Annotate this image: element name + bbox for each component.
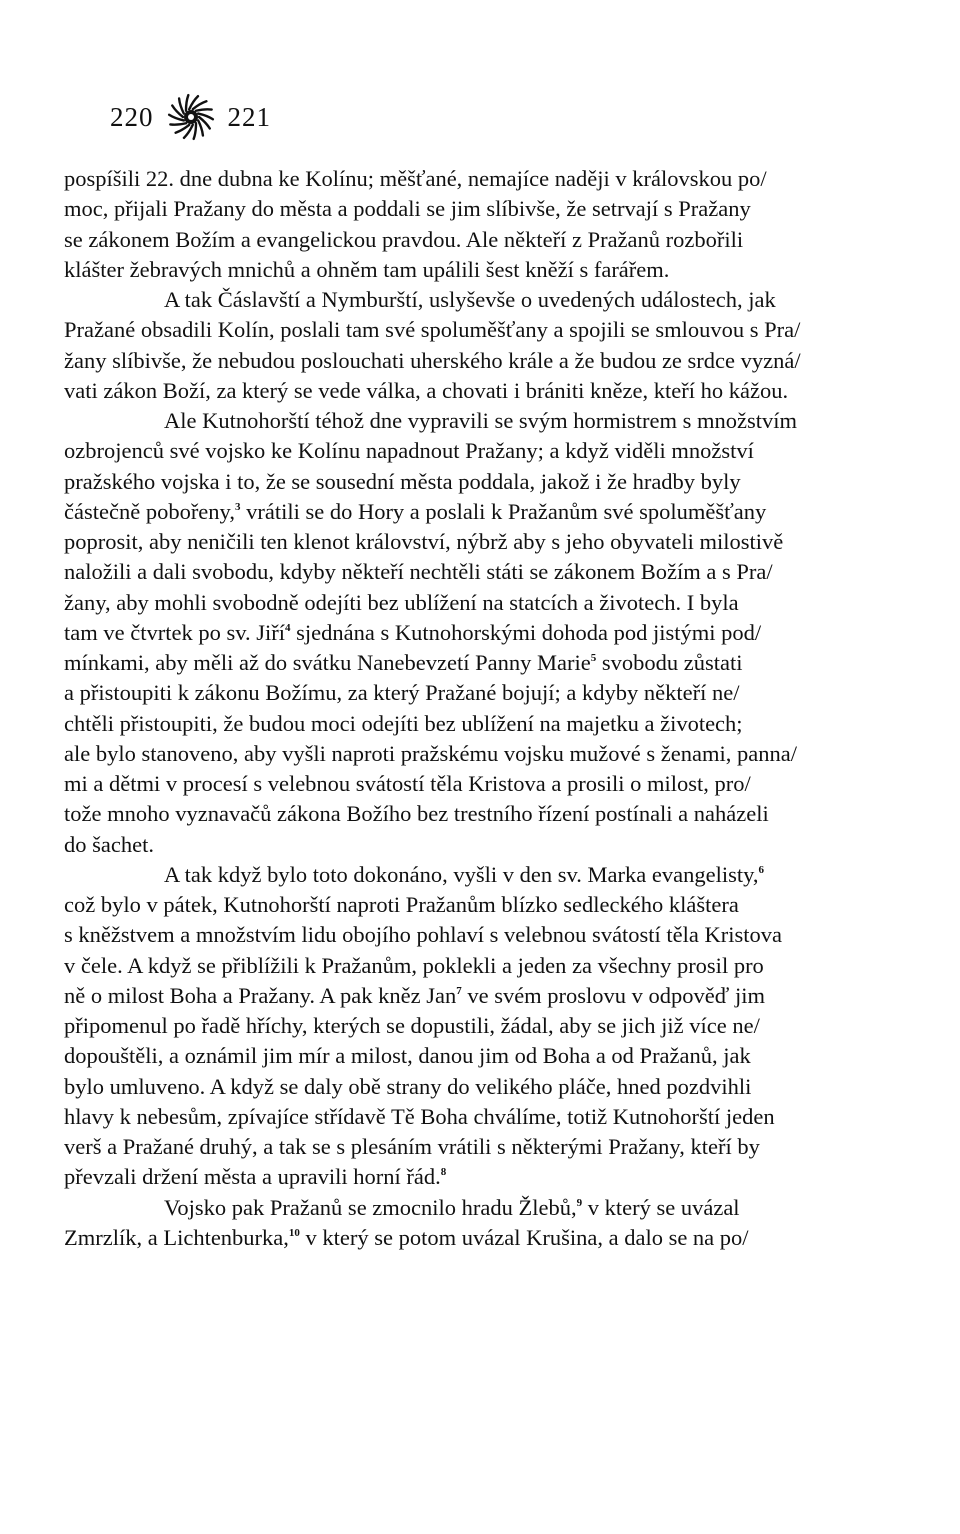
footnote-marker: 9 <box>576 1196 583 1209</box>
text-line <box>64 920 904 950</box>
text-line <box>64 981 904 1011</box>
text-line-content: naložili a dali svobodu, kdyby někteří nechtěli státi se zákonem Božím a s Pra/ <box>64 559 773 585</box>
text-line <box>64 1072 904 1102</box>
text-line <box>64 164 904 194</box>
footnote-marker: 7 <box>456 984 462 997</box>
text-line <box>64 1223 904 1253</box>
text-line-content: částečně pobořeny, <box>64 498 235 524</box>
text-line-content: žany slíbivše, že nebudou poslouchati uherského krále a že budou ze srdce vyzná/ <box>64 347 801 373</box>
footnote-marker: 6 <box>758 863 764 876</box>
text-line <box>64 618 904 648</box>
text-line <box>64 376 904 406</box>
text-line-content: hlavy k nebesům, zpívajíce střídavě Tě Boha chválíme, totiž Kutnohorští jeden <box>64 1103 775 1129</box>
text-line-content: pražského vojska i to, že se sousední města poddala, jakož i že hradby byly <box>64 468 741 494</box>
text-line <box>64 1041 904 1071</box>
text-line-continuation: vrátili se do Hory a poslali k Pražanům své spoluměšťany <box>240 498 767 524</box>
text-line <box>64 799 904 829</box>
text-line <box>64 830 904 860</box>
text-line-content: mi a dětmi v procesí s velebnou svátostí těla Kristova a prosili o milost, pro/ <box>64 771 751 796</box>
text-line-content: Ale Kutnohorští téhož dne vypravili se svým hormistrem s množstvím <box>164 408 798 433</box>
text-line <box>64 951 904 981</box>
text-line <box>64 739 904 769</box>
text-line-content: Pražané obsadili Kolín, poslali tam své spoluměšťany a spojili se smlouvou s Pra/ <box>64 317 801 343</box>
text-line <box>64 497 904 527</box>
text-line <box>64 1011 904 1041</box>
text-line-content: mínkami, aby měli až do svátku Nanebevzetí Panny Marie <box>64 650 591 675</box>
text-line-content: klášter žebravých mnichů a ohněm tam upálili šest kněží s farářem. <box>64 256 670 282</box>
footnote-marker: 8 <box>440 1166 447 1179</box>
text-line <box>64 890 904 920</box>
text-line-content: se zákonem Božím a evangelickou pravdou. Ale někteří z Pražanů rozbořili <box>64 226 744 252</box>
text-line-content: vati zákon Boží, za který se vede válka, a chovati i brániti kněze, kteří ho kážou. <box>64 377 789 403</box>
text-line-content: s kněžstvem a množstvím lidu obojího pohlaví s velebnou svátostí těla Kristova <box>64 922 783 948</box>
text-line-content: převzali držení města a upravili horní řád. <box>64 1164 441 1190</box>
page-header <box>110 92 271 142</box>
footnote-marker: 5 <box>590 652 597 664</box>
text-line <box>64 285 904 315</box>
footnote-marker: 3 <box>234 500 241 513</box>
text-line <box>64 588 904 618</box>
text-line-content: připomenul po řadě hříchy, kterých se dopustili, žádal, aby se jich již více ne/ <box>64 1013 760 1038</box>
text-line-content: A tak když bylo toto dokonáno, vyšli v den sv. Marka evangelisty, <box>164 861 759 887</box>
text-line-content: Vojsko pak Pražanů se zmocnilo hradu Žlebů, <box>164 1194 577 1220</box>
text-line-content: ně o milost Boha a Pražany. A pak kněz Jan <box>64 982 457 1008</box>
text-line <box>64 1193 904 1223</box>
footnote-marker: 4 <box>285 621 291 634</box>
page-number-left: 220 <box>110 101 154 132</box>
text-line-content: dopouštěli, a oznámil jim mír a milost, danou jim od Boha a od Pražanů, jak <box>64 1043 751 1069</box>
text-line-continuation: sjednána s Kutnohorskými dohoda pod jistými pod/ <box>290 619 762 645</box>
text-line-continuation: v který se potom uvázal Krušina, a dalo se na po/ <box>299 1224 749 1250</box>
footnote-marker: 10 <box>288 1226 300 1239</box>
text-line-content: poprosit, aby neničili ten klenot království, nýbrž aby s jeho obyvateli milostivě <box>64 529 784 554</box>
text-line-content: tože mnoho vyznavačů zákona Božího bez trestního řízení postínali a naházeli <box>64 801 769 827</box>
text-line-content: moc, přijali Pražany do města a poddali se jim slíbivše, že setrvají s Pražany <box>64 196 751 222</box>
text-line-content: což bylo v pátek, Kutnohorští naproti Pražanům blízko sedleckého kláštera <box>64 892 739 917</box>
text-line-content: Zmrzlík, a Lichtenburka, <box>64 1224 289 1250</box>
text-line-content: a přistoupiti k zákonu Božímu, za který Pražané bojují; a kdyby někteří ne/ <box>64 680 740 706</box>
text-line-continuation: v který se uvázal <box>582 1194 740 1220</box>
text-line <box>64 436 904 466</box>
text-line <box>64 1132 904 1162</box>
text-line-continuation: svobodu zůstati <box>596 650 743 675</box>
text-line-content: A tak Čáslavští a Nymburští, uslyševše o uvedených událostech, jak <box>164 287 776 312</box>
text-line <box>64 467 904 497</box>
text-line <box>64 860 904 890</box>
text-line-content: žany, aby mohli svobodně odejíti bez ublížení na statcích a životech. I byla <box>64 589 739 615</box>
text-line <box>64 1102 904 1132</box>
text-line-content: bylo umluveno. A když se daly obě strany do velikého pláče, hned pozdvihli <box>64 1073 752 1099</box>
text-line-continuation: ve svém proslovu v odpověď jim <box>461 982 765 1008</box>
text-line-content: pospíšili 22. dne dubna ke Kolínu; měšťané, nemajíce naději v královskou po/ <box>64 166 767 191</box>
page-number-right: 221 <box>227 101 271 132</box>
text-line <box>64 315 904 345</box>
text-line <box>64 1162 904 1192</box>
text-line <box>64 527 904 557</box>
body-text <box>64 164 904 1253</box>
text-line <box>64 769 904 799</box>
sun-rosette-icon <box>166 92 216 142</box>
text-line-content: tam ve čtvrtek po sv. Jiří <box>64 619 285 645</box>
text-line-content: do šachet. <box>64 831 154 857</box>
text-line <box>64 225 904 255</box>
text-line-content: ozbrojenců své vojsko ke Kolínu napadnout Pražany; a když viděli množství <box>64 438 754 464</box>
text-line <box>64 346 904 376</box>
text-line <box>64 557 904 587</box>
text-line <box>64 709 904 739</box>
text-line-content: v čele. A když se přiblížili k Pražanům, poklekli a jeden za všechny prosil pro <box>64 952 764 978</box>
text-line <box>64 255 904 285</box>
text-line-content: verš a Pražané druhý, a tak se s plesáním vrátili s některými Pražany, kteří by <box>64 1134 760 1159</box>
text-line <box>64 406 904 436</box>
text-line-content: ale bylo stanoveno, aby vyšli naproti pražskému vojsku mužové s ženami, panna/ <box>64 740 797 766</box>
text-line <box>64 194 904 224</box>
text-line <box>64 678 904 708</box>
text-line-content: chtěli přistoupiti, že budou moci odejíti bez ublížení na majetku a životech; <box>64 710 743 736</box>
text-line <box>64 648 904 678</box>
